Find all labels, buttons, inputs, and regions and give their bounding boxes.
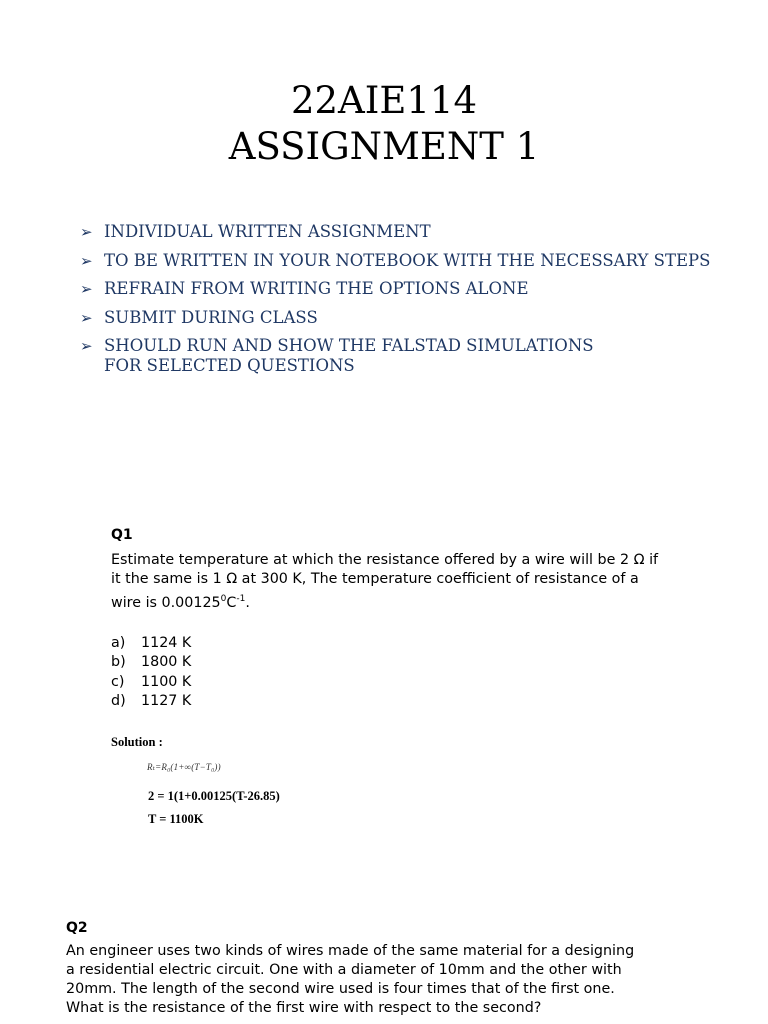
question-text-line: An engineer uses two kinds of wires made of the same material for a designing [66,943,635,959]
document-title [0,78,768,170]
option-item [111,634,711,654]
question-label: Q1 [111,527,133,543]
option-label: d) [111,693,126,710]
question-1 [111,527,711,712]
arrow-bullet-icon: ➢ [80,308,93,327]
instruction-item [80,336,720,376]
option-item [111,692,711,712]
question-2 [66,920,706,1018]
question-text-line: What is the resistance of the first wire with respect to the second? [66,1000,542,1016]
instruction-item [80,279,720,299]
question-label: Q2 [66,920,88,936]
option-text: 1127 K [141,693,192,710]
question-text [66,942,706,1018]
text-run: C [226,594,237,611]
option-label: c) [111,673,125,690]
arrow-bullet-icon: ➢ [80,223,93,241]
arrow-bullet-icon: ➢ [80,337,93,355]
arrow-bullet-icon: ➢ [80,251,93,270]
option-text: 1800 K [141,654,192,671]
question-text-line [111,590,711,613]
solution-formula: Rₜ=R₀(1+∞(T−T₀)) [147,762,221,772]
instruction-text: TO BE WRITTEN IN YOUR NOTEBOOK WITH THE NECESSARY STEPS [104,250,711,270]
question-text-line: 20mm. The length of the second wire used is four times that of the first one. [66,981,615,997]
instruction-text: SUBMIT DURING CLASS [104,307,318,327]
superscript: 0 [220,593,227,604]
options-list [111,634,711,712]
instruction-item [80,222,720,242]
text-run: . [245,594,250,611]
question-text [111,551,711,613]
instruction-text: SHOULD RUN AND SHOW THE FALSTAD SIMULATIONS FOR SELECTED QUESTIONS [104,336,594,375]
arrow-bullet-icon: ➢ [80,280,93,298]
course-code: 22AIE114 [290,79,478,122]
instruction-text: REFRAIN FROM WRITING THE OPTIONS ALONE [104,279,529,298]
instruction-text: INDIVIDUAL WRITTEN ASSIGNMENT [104,222,431,241]
assignment-title: ASSIGNMENT 1 [228,125,540,168]
superscript: -1 [236,593,246,604]
solution-step: 2 = 1(1+0.00125(T-26.85) [148,789,280,803]
option-label: b) [111,654,126,671]
solution-label: Solution : [111,735,163,749]
solution-block [111,735,511,827]
instruction-item [80,308,720,328]
text-run: wire is 0.00125 [111,594,221,611]
solution-step: T = 1100K [148,812,204,826]
question-text-line: Estimate temperature at which the resistance offered by a wire will be 2 Ω if [111,552,659,568]
option-label: a) [111,634,126,651]
option-item [111,673,711,693]
option-text: 1124 K [141,634,192,651]
option-text: 1100 K [141,673,192,690]
option-item [111,653,711,673]
instruction-list [80,222,720,385]
instruction-item [80,251,720,271]
question-text-line: a residential electric circuit. One with a diameter of 10mm and the other with [66,962,622,978]
question-text-line: it the same is 1 Ω at 300 K, The temperature coefficient of resistance of a [111,571,639,588]
